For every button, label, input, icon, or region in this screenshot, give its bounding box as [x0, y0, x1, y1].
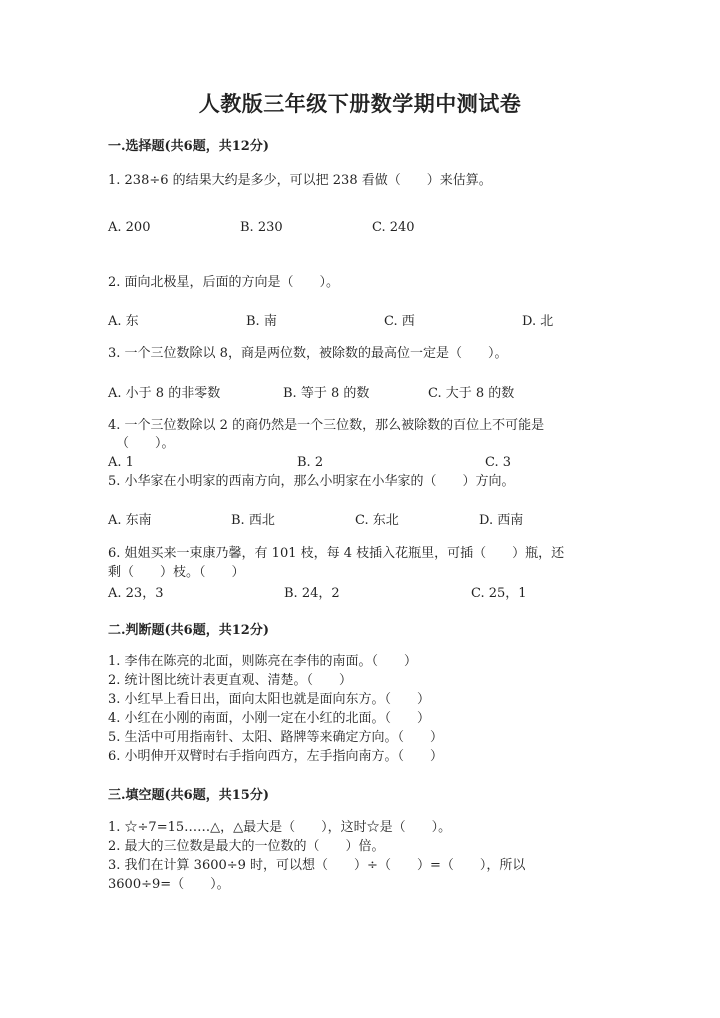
q6-option-a: A. 23，3 [108, 586, 164, 601]
q2-option-c: C. 西 [384, 314, 415, 329]
q1-option-b: B. 230 [240, 220, 283, 235]
question-1: 1. 238÷6 的结果大约是多少，可以把 238 看做（ ）来估算。 [108, 173, 492, 188]
page-title: 人教版三年级下册数学期中测试卷 [198, 91, 522, 116]
judge-item-1: 1. 李伟在陈亮的北面，则陈亮在李伟的南面。（ ） [108, 654, 418, 669]
q4-option-b: B. 2 [297, 455, 324, 470]
section-heading-judge: 二.判断题(共6题，共12分) [108, 623, 269, 638]
q5-option-c: C. 东北 [355, 513, 399, 528]
section-heading-fill: 三.填空题(共6题，共15分) [108, 788, 269, 803]
q3-option-a: A. 小于 8 的非零数 [108, 386, 221, 401]
question-6-line-2: 剩（ ）枝。（ ） [108, 565, 245, 580]
q3-option-c: C. 大于 8 的数 [428, 386, 515, 401]
judge-item-6: 6. 小明伸开双臂时右手指向西方，左手指向南方。（ ） [108, 749, 444, 764]
question-2: 2. 面向北极星，后面的方向是（ ）。 [108, 275, 340, 290]
question-4-line-1: 4. 一个三位数除以 2 的商仍然是一个三位数，那么被除数的百位上不可能是 [108, 418, 545, 433]
fill-item-2: 2. 最大的三位数是最大的一位数的（ ）倍。 [108, 839, 385, 854]
fill-item-3-line-1: 3. 我们在计算 3600÷9 时，可以想（ ）÷（ ）=（ ），所以 [108, 858, 526, 873]
q1-option-a: A. 200 [108, 220, 151, 235]
q4-option-c: C. 3 [485, 455, 512, 470]
q2-option-d: D. 北 [522, 314, 554, 329]
judge-item-3: 3. 小红早上看日出，面向太阳也就是面向东方。（ ） [108, 692, 431, 707]
question-4-line-2: （ ）。 [116, 436, 175, 451]
q5-option-b: B. 西北 [231, 513, 275, 528]
judge-item-4: 4. 小红在小刚的南面，小刚一定在小红的北面。（ ） [108, 711, 431, 726]
section-heading-choice: 一.选择题(共6题，共12分) [108, 139, 269, 154]
q6-option-c: C. 25，1 [471, 586, 527, 601]
q6-option-b: B. 24，2 [284, 586, 340, 601]
q1-option-c: C. 240 [372, 220, 415, 235]
q2-option-b: B. 南 [246, 314, 277, 329]
q5-option-d: D. 西南 [479, 513, 524, 528]
fill-item-3-line-2: 3600÷9=（ ）。 [108, 877, 230, 892]
judge-item-2: 2. 统计图比统计表更直观、清楚。（ ） [108, 673, 353, 688]
q5-option-a: A. 东南 [108, 513, 152, 528]
question-5: 5. 小华家在小明家的西南方向，那么小明家在小华家的（ ）方向。 [108, 474, 515, 489]
q3-option-b: B. 等于 8 的数 [283, 386, 370, 401]
question-3: 3. 一个三位数除以 8，商是两位数，被除数的最高位一定是（ ）。 [108, 346, 508, 361]
fill-item-1: 1. ☆÷7=15……△，△最大是（ ），这时☆是（ ）。 [108, 820, 452, 835]
judge-item-5: 5. 生活中可用指南针、太阳、路牌等来确定方向。（ ） [108, 730, 444, 745]
q2-option-a: A. 东 [108, 314, 139, 329]
question-6-line-1: 6. 姐姐买来一束康乃馨，有 101 枝，每 4 枝插入花瓶里，可插（ ）瓶，还 [108, 546, 565, 561]
q4-option-a: A. 1 [108, 455, 134, 470]
